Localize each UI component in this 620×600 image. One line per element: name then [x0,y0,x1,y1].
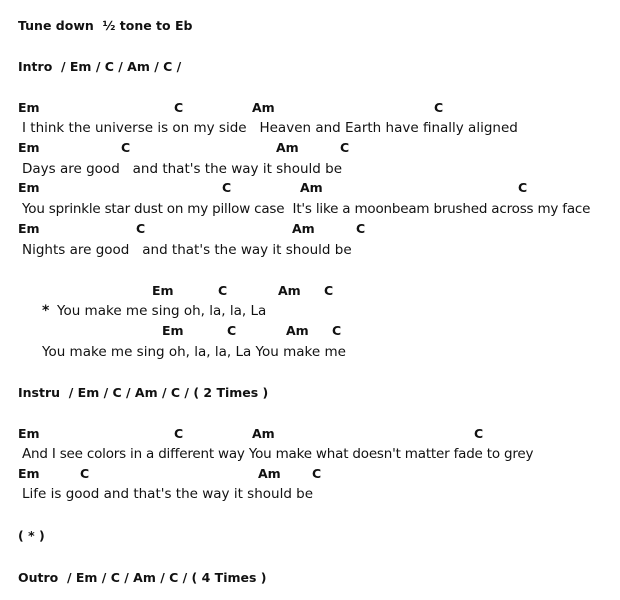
chord: C [174,426,184,441]
lyric-line: Days are good and that's the way it should be [22,161,343,177]
lyric-line: You make me sing oh, la, la, La You make me [42,344,346,360]
chord: C [518,180,528,195]
chord: Em [152,283,174,298]
chord: C [474,426,484,441]
intro-line: Intro / Em / C / Am / C / [18,59,182,74]
chord: C [121,140,131,155]
chord: Em [162,323,184,338]
chord: Em [18,140,40,155]
chord: Em [18,180,40,195]
lyric-line: And I see colors in a different way You make what doesn't matter fade to grey [22,446,534,462]
chord: C [340,140,350,155]
chord: Am [252,100,275,115]
chord: C [80,466,90,481]
chord: Em [18,426,40,441]
chord: C [227,323,237,338]
lyric-line: You make me sing oh, la, la, La [57,303,267,319]
chord: C [312,466,322,481]
chord: C [222,180,232,195]
lyric-line: Nights are good and that's the way it should be [22,242,352,258]
chord: C [218,283,228,298]
lyric-line: You sprinkle star dust on my pillow case It's like a moonbeam brushed across my face [22,201,591,217]
chord: C [136,221,146,236]
instrumental-line: Instru / Em / C / Am / C / ( 2 Times ) [18,385,269,400]
chord: C [356,221,366,236]
tuning-note: Tune down ½ tone to Eb [18,18,193,33]
chorus-repeat-marker: ( * ) [18,528,45,543]
chorus-marker: * [42,303,50,319]
chord: Em [18,466,40,481]
chord: C [324,283,334,298]
chord: Am [252,426,275,441]
chord: Am [286,323,309,338]
chord: C [434,100,444,115]
chord: Am [278,283,301,298]
chord: Am [276,140,299,155]
lyric-line: I think the universe is on my side Heaven and Earth have finally aligned [22,120,518,136]
lyric-line: Life is good and that's the way it should be [22,486,314,502]
chord: C [174,100,184,115]
chord: Am [292,221,315,236]
chord: C [332,323,342,338]
chord: Am [258,466,281,481]
chord: Em [18,221,40,236]
chord: Em [18,100,40,115]
outro-line: Outro / Em / C / Am / C / ( 4 Times ) [18,570,267,585]
chord: Am [300,180,323,195]
